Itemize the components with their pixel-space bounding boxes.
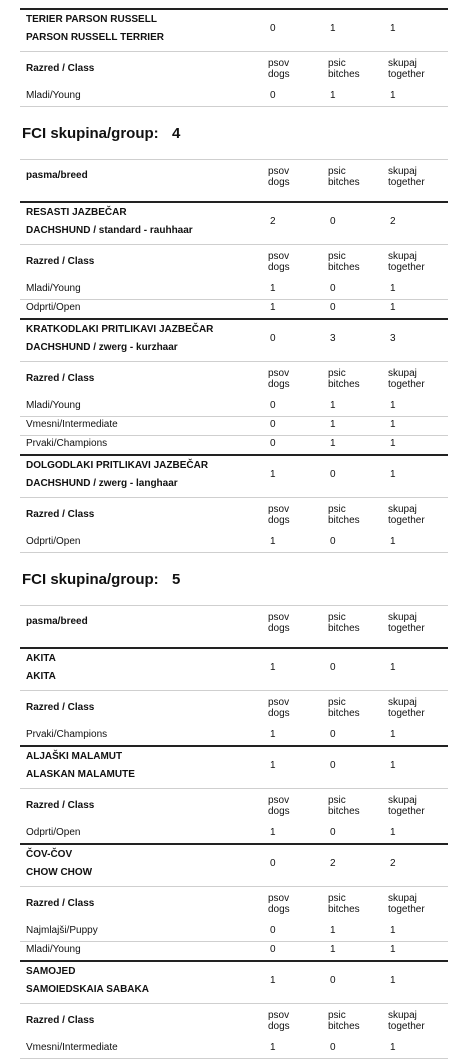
class-dogs-count: 0 bbox=[270, 400, 276, 411]
dogs-label-en: dogs bbox=[268, 69, 290, 80]
row-divider bbox=[20, 416, 448, 417]
breed-bitches-count: 0 bbox=[330, 760, 336, 771]
breed-dogs-count: 1 bbox=[270, 662, 276, 673]
breed-divider bbox=[20, 647, 448, 649]
row-divider bbox=[20, 361, 448, 362]
breed-divider bbox=[20, 843, 448, 845]
class-together-count: 1 bbox=[390, 438, 396, 449]
together-label-local: skupaj bbox=[388, 795, 417, 806]
class-bitches-count: 1 bbox=[330, 419, 336, 430]
dogs-label-en: dogs bbox=[268, 1021, 290, 1032]
together-label-en: together bbox=[388, 904, 425, 915]
class-dogs-header bbox=[268, 795, 290, 817]
row-divider bbox=[20, 299, 448, 300]
bitches-label-local: psic bbox=[328, 504, 346, 515]
class-dogs-count: 0 bbox=[270, 90, 276, 101]
breed-bitches-count: 1 bbox=[330, 23, 336, 34]
row-divider bbox=[20, 159, 448, 160]
row-divider bbox=[20, 1003, 448, 1004]
breed-together-count: 1 bbox=[390, 469, 396, 480]
bitches-label-en: bitches bbox=[328, 1021, 360, 1032]
breed-name-en: SAMOIEDSKAIA SABAKA bbox=[26, 984, 149, 995]
class-name: Mladi/Young bbox=[26, 400, 81, 411]
dogs-label-local: psov bbox=[268, 795, 290, 806]
dogs-label-en: dogs bbox=[268, 806, 290, 817]
class-bitches-count: 0 bbox=[330, 1042, 336, 1053]
bitches-label-local: psic bbox=[328, 368, 346, 379]
together-label-local: skupaj bbox=[388, 58, 417, 69]
row-divider bbox=[20, 497, 448, 498]
class-bitches-header bbox=[328, 795, 360, 817]
class-dogs-count: 1 bbox=[270, 827, 276, 838]
class-together-header bbox=[388, 1010, 425, 1032]
bitches-label-en: bitches bbox=[328, 379, 360, 390]
class-together-count: 1 bbox=[390, 90, 396, 101]
class-name: Mladi/Young bbox=[26, 944, 81, 955]
group-number: 5 bbox=[172, 571, 181, 588]
class-name: Odprti/Open bbox=[26, 302, 81, 313]
class-bitches-header bbox=[328, 368, 360, 390]
class-name: Mladi/Young bbox=[26, 283, 81, 294]
breed-name-local: KRATKODLAKI PRITLIKAVI JAZBEČAR bbox=[26, 324, 214, 335]
class-dogs-header bbox=[268, 368, 290, 390]
class-bitches-header bbox=[328, 893, 360, 915]
breed-name-en: ALASKAN MALAMUTE bbox=[26, 769, 135, 780]
together-label-local: skupaj bbox=[388, 612, 417, 623]
breed-name-en: PARSON RUSSELL TERRIER bbox=[26, 32, 164, 43]
breed-dogs-count: 0 bbox=[270, 333, 276, 344]
class-dogs-header bbox=[268, 893, 290, 915]
dogs-label-local: psov bbox=[268, 504, 290, 515]
class-bitches-count: 0 bbox=[330, 729, 336, 740]
class-bitches-count: 1 bbox=[330, 438, 336, 449]
class-name: Odprti/Open bbox=[26, 827, 81, 838]
dogs-label-en: dogs bbox=[268, 379, 290, 390]
class-dogs-count: 0 bbox=[270, 419, 276, 430]
breed-bitches-count: 0 bbox=[330, 975, 336, 986]
class-dogs-header bbox=[268, 58, 290, 80]
class-dogs-count: 1 bbox=[270, 1042, 276, 1053]
class-dogs-count: 1 bbox=[270, 302, 276, 313]
class-together-count: 1 bbox=[390, 283, 396, 294]
row-divider bbox=[20, 690, 448, 691]
row-divider bbox=[20, 552, 448, 553]
class-together-header bbox=[388, 697, 425, 719]
bitches-label-en: bitches bbox=[328, 515, 360, 526]
bitches-label-local: psic bbox=[328, 58, 346, 69]
bitches-label-en: bitches bbox=[328, 708, 360, 719]
bitches-label-local: psic bbox=[328, 893, 346, 904]
breed-bitches-count: 0 bbox=[330, 216, 336, 227]
breed-divider bbox=[20, 8, 448, 10]
breed-together-count: 2 bbox=[390, 216, 396, 227]
class-together-count: 1 bbox=[390, 400, 396, 411]
class-together-header bbox=[388, 58, 425, 80]
bitches-label-local: psic bbox=[328, 697, 346, 708]
dogs-label-local: psov bbox=[268, 612, 290, 623]
dogs-label-local: psov bbox=[268, 166, 290, 177]
breed-dogs-header bbox=[268, 166, 290, 188]
class-dogs-count: 0 bbox=[270, 944, 276, 955]
breed-bitches-header bbox=[328, 612, 360, 634]
row-divider bbox=[20, 605, 448, 606]
together-label-local: skupaj bbox=[388, 368, 417, 379]
class-name: Najmlajši/Puppy bbox=[26, 925, 98, 936]
breed-column-header: pasma/breed bbox=[26, 170, 88, 181]
together-label-en: together bbox=[388, 379, 425, 390]
together-label-en: together bbox=[388, 806, 425, 817]
class-column-header: Razred / Class bbox=[26, 702, 95, 713]
class-bitches-header bbox=[328, 1010, 360, 1032]
row-divider bbox=[20, 244, 448, 245]
class-name: Prvaki/Champions bbox=[26, 438, 108, 449]
together-label-local: skupaj bbox=[388, 1010, 417, 1021]
bitches-label-en: bitches bbox=[328, 904, 360, 915]
class-bitches-header bbox=[328, 58, 360, 80]
breed-name-en: DACHSHUND / standard - rauhhaar bbox=[26, 225, 193, 236]
class-together-count: 1 bbox=[390, 1042, 396, 1053]
bitches-label-en: bitches bbox=[328, 69, 360, 80]
dogs-label-en: dogs bbox=[268, 515, 290, 526]
breed-together-header bbox=[388, 612, 425, 634]
class-together-header bbox=[388, 504, 425, 526]
breed-together-header bbox=[388, 166, 425, 188]
bitches-label-en: bitches bbox=[328, 623, 360, 634]
breed-divider bbox=[20, 454, 448, 456]
together-label-local: skupaj bbox=[388, 251, 417, 262]
breed-name-en: AKITA bbox=[26, 671, 56, 682]
dogs-label-local: psov bbox=[268, 1010, 290, 1021]
bitches-label-local: psic bbox=[328, 612, 346, 623]
breed-together-count: 1 bbox=[390, 662, 396, 673]
breed-name-local: ALJAŠKI MALAMUT bbox=[26, 751, 123, 762]
breed-together-count: 1 bbox=[390, 23, 396, 34]
class-column-header: Razred / Class bbox=[26, 256, 95, 267]
dogs-label-en: dogs bbox=[268, 177, 290, 188]
together-label-local: skupaj bbox=[388, 166, 417, 177]
bitches-label-local: psic bbox=[328, 1010, 346, 1021]
class-bitches-count: 1 bbox=[330, 944, 336, 955]
breed-name-en: CHOW CHOW bbox=[26, 867, 93, 878]
class-together-header bbox=[388, 251, 425, 273]
class-together-count: 1 bbox=[390, 827, 396, 838]
class-dogs-header bbox=[268, 251, 290, 273]
class-together-header bbox=[388, 893, 425, 915]
breed-dogs-count: 0 bbox=[270, 858, 276, 869]
class-dogs-header bbox=[268, 1010, 290, 1032]
dogs-label-local: psov bbox=[268, 697, 290, 708]
breed-divider bbox=[20, 201, 448, 203]
class-bitches-header bbox=[328, 504, 360, 526]
breed-divider bbox=[20, 745, 448, 747]
class-together-header bbox=[388, 795, 425, 817]
class-bitches-count: 0 bbox=[330, 283, 336, 294]
breed-divider bbox=[20, 960, 448, 962]
row-divider bbox=[20, 788, 448, 789]
together-label-en: together bbox=[388, 515, 425, 526]
bitches-label-local: psic bbox=[328, 795, 346, 806]
class-dogs-header bbox=[268, 697, 290, 719]
breed-bitches-count: 0 bbox=[330, 469, 336, 480]
class-column-header: Razred / Class bbox=[26, 63, 95, 74]
breed-column-header: pasma/breed bbox=[26, 616, 88, 627]
class-dogs-count: 1 bbox=[270, 283, 276, 294]
class-bitches-header bbox=[328, 251, 360, 273]
bitches-label-local: psic bbox=[328, 251, 346, 262]
class-name: Mladi/Young bbox=[26, 90, 81, 101]
class-bitches-count: 0 bbox=[330, 827, 336, 838]
breed-together-count: 2 bbox=[390, 858, 396, 869]
row-divider bbox=[20, 51, 448, 52]
group-number: 4 bbox=[172, 125, 181, 142]
breed-together-count: 1 bbox=[390, 760, 396, 771]
dogs-label-local: psov bbox=[268, 893, 290, 904]
class-together-count: 1 bbox=[390, 925, 396, 936]
breed-bitches-count: 2 bbox=[330, 858, 336, 869]
class-column-header: Razred / Class bbox=[26, 509, 95, 520]
class-bitches-count: 1 bbox=[330, 90, 336, 101]
breed-name-en: DACHSHUND / zwerg - kurzhaar bbox=[26, 342, 178, 353]
class-dogs-header bbox=[268, 504, 290, 526]
class-together-count: 1 bbox=[390, 944, 396, 955]
together-label-en: together bbox=[388, 623, 425, 634]
breed-bitches-count: 0 bbox=[330, 662, 336, 673]
together-label-local: skupaj bbox=[388, 504, 417, 515]
dogs-label-local: psov bbox=[268, 58, 290, 69]
class-bitches-header bbox=[328, 697, 360, 719]
class-bitches-count: 1 bbox=[330, 925, 336, 936]
breed-dogs-count: 1 bbox=[270, 760, 276, 771]
class-together-count: 1 bbox=[390, 729, 396, 740]
class-name: Vmesni/Intermediate bbox=[26, 1042, 118, 1053]
dogs-label-en: dogs bbox=[268, 904, 290, 915]
class-column-header: Razred / Class bbox=[26, 373, 95, 384]
together-label-local: skupaj bbox=[388, 697, 417, 708]
bitches-label-en: bitches bbox=[328, 177, 360, 188]
together-label-en: together bbox=[388, 708, 425, 719]
dogs-label-en: dogs bbox=[268, 623, 290, 634]
together-label-en: together bbox=[388, 69, 425, 80]
class-name: Vmesni/Intermediate bbox=[26, 419, 118, 430]
breed-dogs-header bbox=[268, 612, 290, 634]
class-dogs-count: 0 bbox=[270, 438, 276, 449]
dogs-label-en: dogs bbox=[268, 262, 290, 273]
breed-name-en: DACHSHUND / zwerg - langhaar bbox=[26, 478, 178, 489]
class-column-header: Razred / Class bbox=[26, 898, 95, 909]
class-bitches-count: 0 bbox=[330, 302, 336, 313]
together-label-en: together bbox=[388, 262, 425, 273]
breed-name-local: SAMOJED bbox=[26, 966, 76, 977]
together-label-en: together bbox=[388, 177, 425, 188]
together-label-en: together bbox=[388, 1021, 425, 1032]
dogs-label-local: psov bbox=[268, 251, 290, 262]
class-name: Odprti/Open bbox=[26, 536, 81, 547]
breed-together-count: 3 bbox=[390, 333, 396, 344]
breed-together-count: 1 bbox=[390, 975, 396, 986]
breed-name-local: AKITA bbox=[26, 653, 56, 664]
breed-bitches-count: 3 bbox=[330, 333, 336, 344]
dogs-label-en: dogs bbox=[268, 708, 290, 719]
class-bitches-count: 1 bbox=[330, 400, 336, 411]
bitches-label-en: bitches bbox=[328, 806, 360, 817]
bitches-label-local: psic bbox=[328, 166, 346, 177]
row-divider bbox=[20, 106, 448, 107]
breed-dogs-count: 0 bbox=[270, 23, 276, 34]
class-together-count: 1 bbox=[390, 536, 396, 547]
class-dogs-count: 0 bbox=[270, 925, 276, 936]
class-dogs-count: 1 bbox=[270, 536, 276, 547]
row-divider bbox=[20, 435, 448, 436]
class-together-header bbox=[388, 368, 425, 390]
class-name: Prvaki/Champions bbox=[26, 729, 108, 740]
class-bitches-count: 0 bbox=[330, 536, 336, 547]
class-together-count: 1 bbox=[390, 302, 396, 313]
breed-bitches-header bbox=[328, 166, 360, 188]
breed-dogs-count: 1 bbox=[270, 469, 276, 480]
breed-name-local: RESASTI JAZBEČAR bbox=[26, 207, 127, 218]
class-dogs-count: 1 bbox=[270, 729, 276, 740]
class-column-header: Razred / Class bbox=[26, 1015, 95, 1026]
dogs-label-local: psov bbox=[268, 368, 290, 379]
class-together-count: 1 bbox=[390, 419, 396, 430]
bitches-label-en: bitches bbox=[328, 262, 360, 273]
group-heading: FCI skupina/group: bbox=[22, 571, 159, 588]
breed-dogs-count: 1 bbox=[270, 975, 276, 986]
class-column-header: Razred / Class bbox=[26, 800, 95, 811]
group-heading: FCI skupina/group: bbox=[22, 125, 159, 142]
breed-dogs-count: 2 bbox=[270, 216, 276, 227]
row-divider bbox=[20, 941, 448, 942]
breed-name-local: TERIER PARSON RUSSELL bbox=[26, 14, 157, 25]
breed-divider bbox=[20, 318, 448, 320]
row-divider bbox=[20, 886, 448, 887]
breed-name-local: DOLGODLAKI PRITLIKAVI JAZBEČAR bbox=[26, 460, 209, 471]
breed-name-local: ČOV-ČOV bbox=[26, 849, 73, 860]
together-label-local: skupaj bbox=[388, 893, 417, 904]
